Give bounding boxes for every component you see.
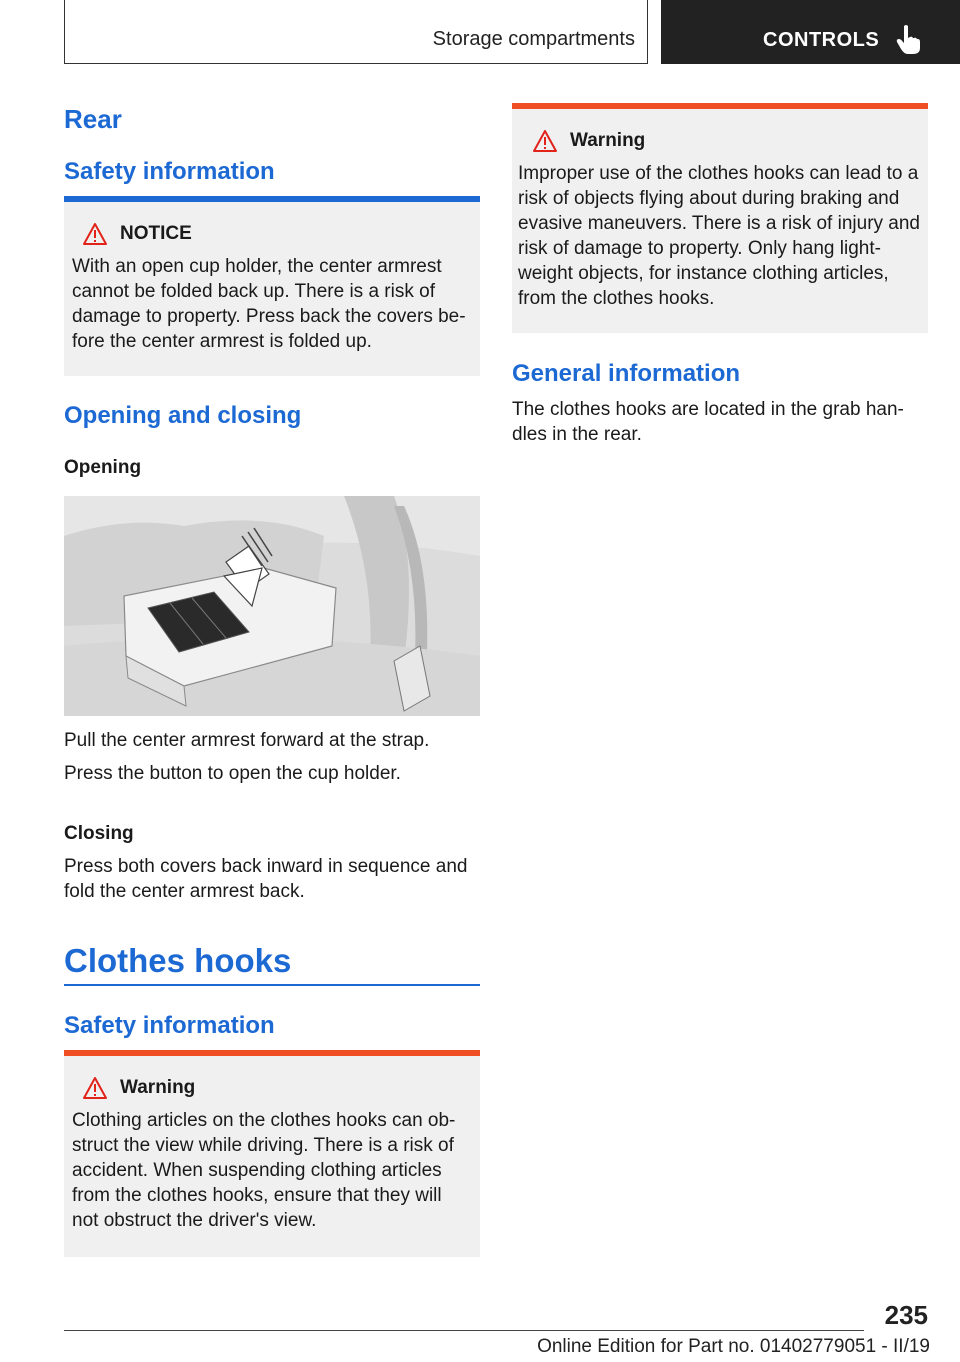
heading-clothes-hooks: Clothes hooks <box>64 942 292 979</box>
heading-general-information: General information <box>512 360 741 387</box>
warning-text: Improper use of the clothes hooks can lead to a risk of objects flying about during braking and evasive maneuvers. There is a risk of injury and risk of damage to property. Only hang light-weight objects, for instance clothing articles, from the clothes hooks. <box>518 163 920 309</box>
footer-rule <box>64 1330 864 1331</box>
opening-step-2: Press the button to open the cup holder. <box>64 763 401 784</box>
warning-triangle-icon <box>82 1076 108 1100</box>
warning-box-left <box>64 1050 480 1257</box>
notice-box <box>64 196 480 376</box>
notice-title: NOTICE <box>120 223 192 244</box>
page-number: 235 <box>884 1300 928 1330</box>
warning-box-right <box>512 103 928 333</box>
general-text: The clothes hooks are located in the grab han-dles in the rear. <box>512 399 904 445</box>
header-section-tab <box>64 0 648 64</box>
heading-rule <box>64 984 480 986</box>
opening-step-1: Pull the center armrest forward at the strap. <box>64 730 430 751</box>
section-title: Storage compartments <box>432 28 635 50</box>
footer-edition: Online Edition for Part no. 01402779051 - II/19 <box>537 1336 930 1357</box>
chapter-title: CONTROLS <box>763 29 880 51</box>
notice-text: With an open cup holder, the center armrest cannot be folded back up. There is a risk of damage to property. Press back the covers be-fore the center armrest is folded up. <box>72 256 466 352</box>
heading-safety-information: Safety information <box>64 158 275 185</box>
heading-opening-closing: Opening and closing <box>64 402 302 429</box>
heading-safety-information-2: Safety information <box>64 1012 275 1039</box>
heading-rear: Rear <box>64 104 122 134</box>
header-chapter-tab[interactable] <box>661 0 960 64</box>
warning-title: Warning <box>120 1077 196 1098</box>
warning-text: Clothing articles on the clothes hooks can ob-struct the view while driving. There is a risk of accident. When suspending clothing articles from the clothes hooks, ensure that they will not obstruct the driver's view. <box>72 1110 456 1231</box>
warning-title: Warning <box>570 130 646 151</box>
hand-pointer-icon <box>895 24 923 56</box>
heading-closing: Closing <box>64 823 134 844</box>
armrest-cupholder-image <box>64 496 480 716</box>
heading-opening: Opening <box>64 457 142 478</box>
warning-triangle-icon <box>532 129 558 153</box>
closing-text: Press both covers back inward in sequence and fold the center armrest back. <box>64 856 468 902</box>
warning-triangle-icon <box>82 222 108 246</box>
